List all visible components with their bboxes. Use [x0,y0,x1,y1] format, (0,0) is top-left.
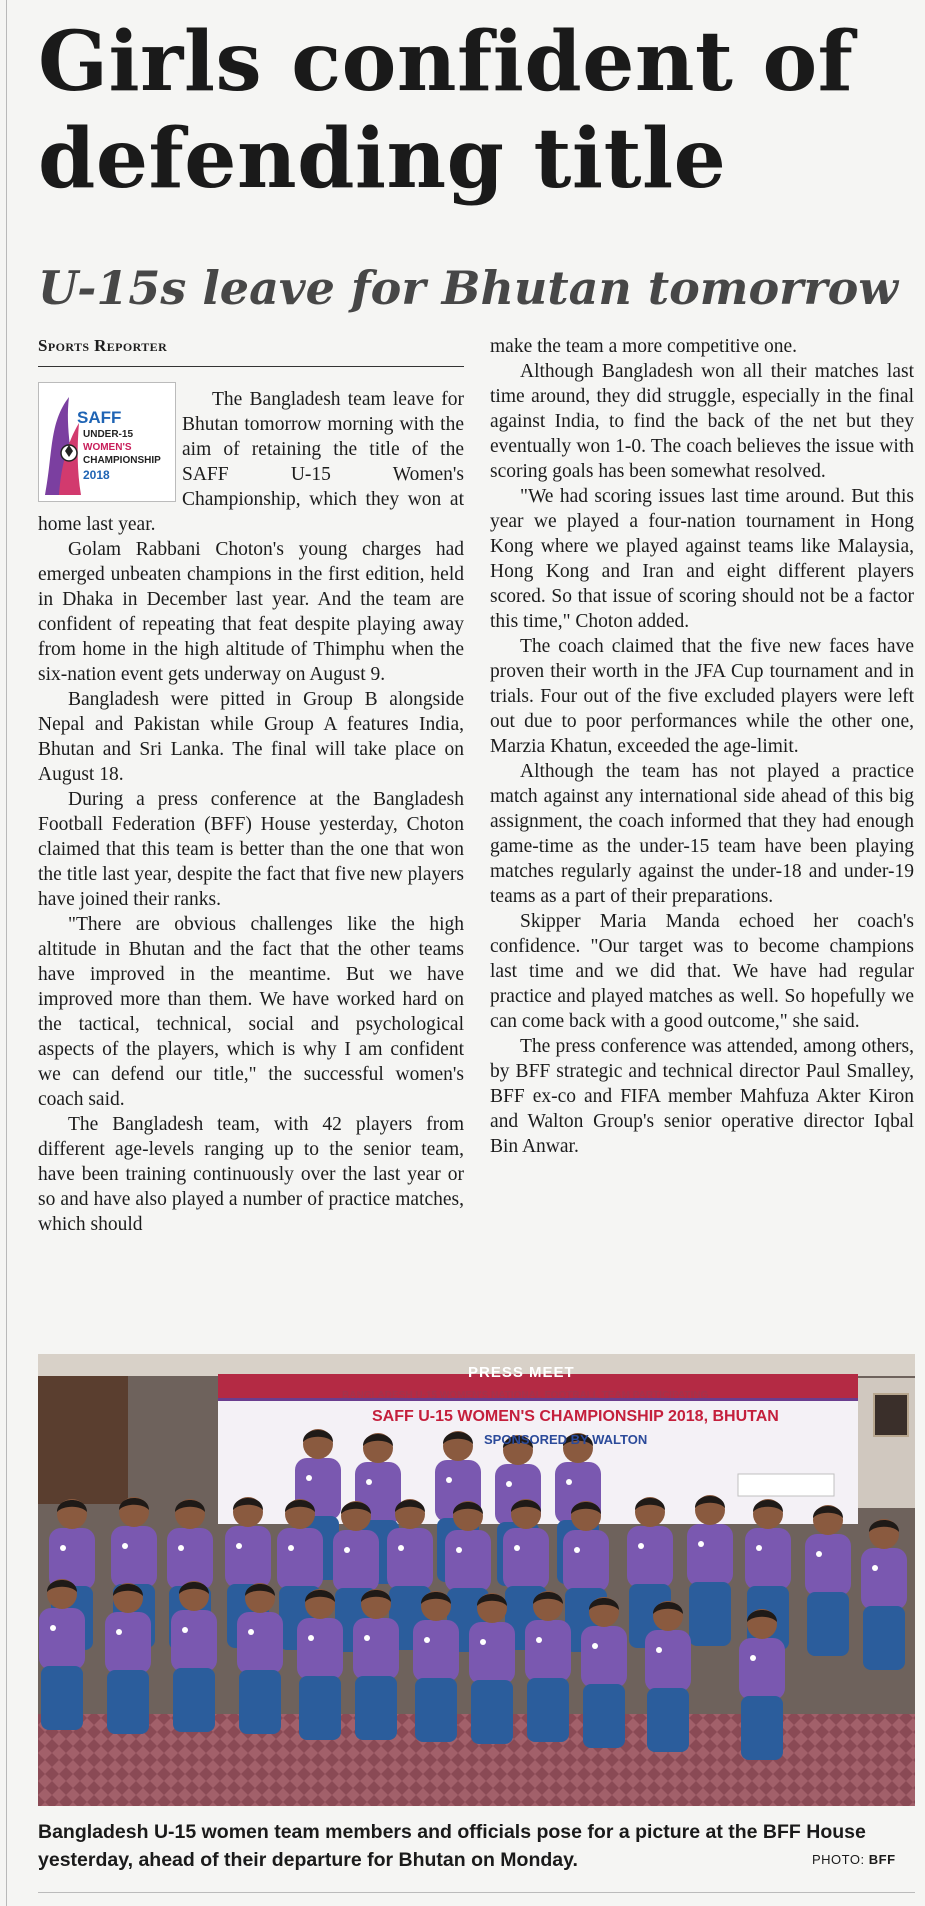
headline-line-2: defending title [38,111,727,207]
page-edge-rule [6,0,7,1906]
article-paragraph: Golam Rabbani Choton's young charges had emerged unbeaten champions in the first edition, held in Dhaka in December last year. And the team are confident of repeating that feat despite playing away from home in the high altitude of Thimphu when the six-nation event gets underway on August 9. [38,539,464,685]
article-paragraph: Although Bangladesh won all their matches last time around, they did struggle, especially in the final against India, to find the back of the net but they eventually won 1-0. The coach believes the issue with scoring goals has been somewhat resolved. [490,361,914,482]
subheadline: U-15s leave for Bhutan tomorrow [38,261,898,315]
logo-wrap-spacer [38,387,182,512]
byline: Sports Reporter [38,336,168,355]
bottom-rule [38,1892,915,1893]
article-paragraph: "There are obvious challenges like the high altitude in Bhutan and the fact that the other teams have improved in the meantime. But we have improved more than them. We have worked hard on the tactical, technical, social and psychological aspects of the players, which is why I am confident we can defend our title," the successful women's coach said. [38,914,464,1110]
article-paragraph: The Bangladesh team, with 42 players from different age-levels ranging up to the senior team, have been training continuously over the last year or so and have also played a number of practice matches, which should [38,1114,464,1235]
headline-line-1: Girls confident of [38,14,854,110]
team-photo [38,1354,915,1806]
article-paragraph: The coach claimed that the five new faces have proven their worth in the JFA Cup tournament and in trials. Four out of the five excluded players were left out due to poor performances while the other one, Marzia Khatun, exceeded the age-limit. [490,636,914,757]
banner-press-meet: PRESS MEET [468,1364,575,1381]
photo-credit-source: BFF [868,1852,896,1867]
article-paragraph: Skipper Maria Manda echoed her coach's confidence. "Our target was to become champions last time and we did that. We have had regular practice and played matches as well. So hopefully we can come back with a good outcome," she said. [490,911,914,1032]
logo-text-year: 2018 [83,468,110,482]
logo-text-womens: WOMEN'S [83,442,132,453]
photo-credit [812,1852,896,1867]
article-paragraph: The Bangladesh team leave for Bhutan tomorrow morning with the aim of retaining the title of the SAFF U-15 Women's Championship, which they won at home last year. [38,389,464,535]
banner-line-2: SAFF U-15 WOMEN'S CHAMPIONSHIP 2018, BHUTAN [372,1408,779,1425]
article-paragraph: Bangladesh were pitted in Group B alongside Nepal and Pakistan while Group A features India, Bhutan and Sri Lanka. The final will take place on August 18. [38,689,464,785]
photo-credit-prefix: PHOTO: [812,1852,865,1867]
banner-line-3: SPONSORED BY WALTON [484,1432,648,1447]
article-paragraph: Although the team has not played a practice match against any international side ahead of this big assignment, the coach informed that they had enough game-time as the under-15 team have been playing matches regularly against the under-18 and under-19 teams as a part of their preparations. [490,761,914,907]
banner-line-1: BANGLADESH U-15 WOMEN'S NATIONAL FOOTBALL TEAM PARTICIPATING [342,1390,709,1401]
byline-rule [38,366,464,367]
logo-text-championship: CHAMPIONSHIP [83,455,161,466]
article-paragraph: The press conference was attended, among others, by BFF strategic and technical director Paul Smalley, BFF ex-co and FIFA member Mahfuza Akter Kiron and Walton Group's senior operative director Iqbal Bin Anwar. [490,1036,914,1157]
article-column-left [38,387,464,1237]
photo-caption: Bangladesh U-15 women team members and officials pose for a picture at the BFF House yesterday, ahead of their departure for Bhutan on Monday. [38,1821,866,1871]
logo-text-saff: SAFF [77,408,122,427]
article-column-right [490,334,914,1159]
logo-text-under15: UNDER-15 [83,429,134,440]
article-paragraph: "We had scoring issues last time around. But this year we played a four-nation tournament in Hong Kong where we played against teams like Malaysia, Hong Kong and Iran and eight different players scored. So that issue of scoring should not be a factor this time," Choton added. [490,486,914,632]
article-paragraph: During a press conference at the Bangladesh Football Federation (BFF) House yesterday, Choton claimed that this team is better than the one that won the title last year, despite the fact that five new players have joined their ranks. [38,789,464,910]
article-paragraph: make the team a more competitive one. [490,336,798,357]
headline [38,14,918,208]
